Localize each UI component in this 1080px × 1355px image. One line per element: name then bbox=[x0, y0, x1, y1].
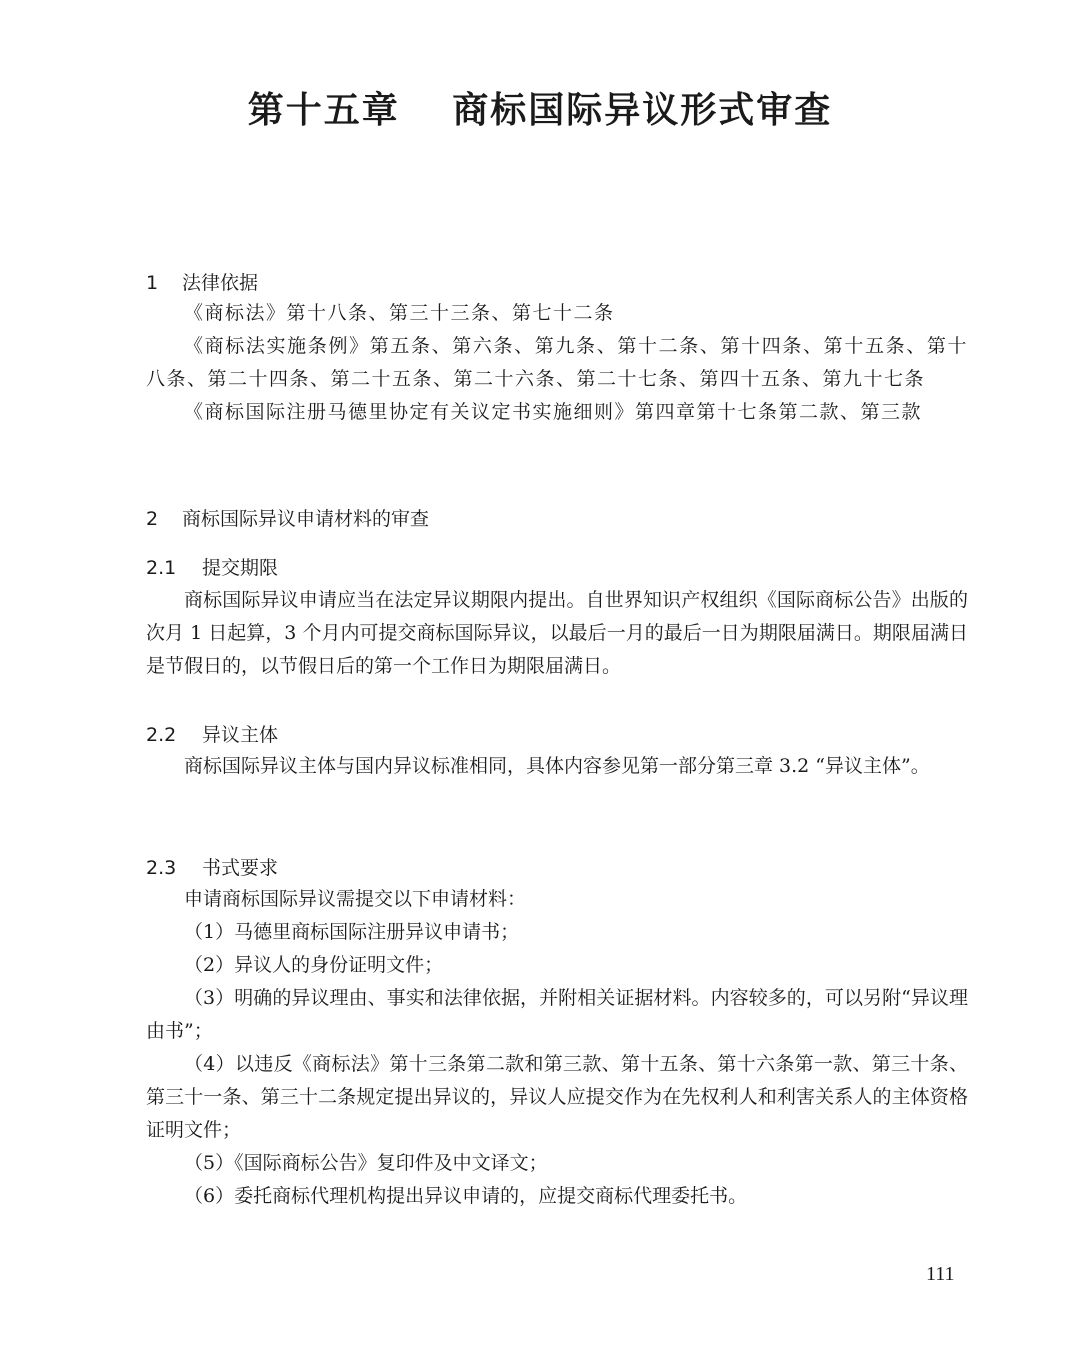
section-2-1-heading bbox=[146, 553, 278, 580]
list-item: （3）明确的异议理由、事实和法律依据，并附相关证据材料。内容较多的，可以另附“异议理由书”； bbox=[146, 987, 968, 1042]
legal-basis-item: 《商标国际注册马德里协定有关议定书实施细则》第四章第十七条第二款、第三款 bbox=[184, 401, 923, 423]
section-2-title: 商标国际异议申请材料的审查 bbox=[182, 508, 430, 530]
list-item: （6）委托商标代理机构提出异议申请的，应提交商标代理委托书。 bbox=[184, 1185, 748, 1207]
section-2-2-number: 2.2 bbox=[146, 724, 177, 746]
section-2-2-body bbox=[146, 750, 968, 783]
section-2-3-number: 2.3 bbox=[146, 857, 177, 879]
legal-basis-item: 《商标法》第十八条、第三十三条、第七十二条 bbox=[184, 302, 615, 324]
list-item: （5）《国际商标公告》复印件及中文译文； bbox=[184, 1152, 548, 1174]
section-2-number: 2 bbox=[146, 508, 159, 530]
section-2-1-title: 提交期限 bbox=[202, 557, 279, 579]
list-item: （4）以违反《商标法》第十三条第二款和第三款、第十五条、第十六条第一款、第三十条、第三十一条、第三十二条规定提出异议的，异议人应提交作为在先权利人和利害关系人的主体资格证明文件； bbox=[146, 1053, 968, 1141]
list-item: （1）马德里商标国际注册异议申请书； bbox=[184, 921, 520, 943]
section-2-3-heading bbox=[146, 853, 278, 880]
page-number: 111 bbox=[926, 1263, 955, 1285]
section-1-number: 1 bbox=[146, 272, 159, 294]
section-2-2-title: 异议主体 bbox=[202, 724, 279, 746]
paragraph: 商标国际异议主体与国内异议标准相同，具体内容参见第一部分第三章 3.2 “异议主体”。 bbox=[184, 755, 930, 777]
section-2-1-number: 2.1 bbox=[146, 557, 177, 579]
legal-basis-item: 《商标法实施条例》第五条、第六条、第九条、第十二条、第十四条、第十五条、第十八条、第二十四条、第二十五条、第二十六条、第二十七条、第四十五条、第九十七条 bbox=[146, 335, 968, 390]
section-1-title: 法律依据 bbox=[182, 272, 259, 294]
section-2-1-body bbox=[146, 584, 968, 683]
chapter-title: 第十五章 商标国际异议形式审查 bbox=[247, 89, 833, 131]
section-2-3-title: 书式要求 bbox=[202, 857, 279, 879]
section-2-heading bbox=[146, 504, 429, 531]
section-1-heading bbox=[146, 268, 258, 295]
section-2-2-heading bbox=[146, 720, 278, 747]
paragraph: 申请商标国际异议需提交以下申请材料： bbox=[184, 888, 527, 910]
list-item: （2）异议人的身份证明文件； bbox=[184, 954, 444, 976]
section-1-body bbox=[146, 297, 968, 429]
paragraph: 商标国际异议申请应当在法定异议期限内提出。自世界知识产权组织《国际商标公告》出版的次月 1 日起算，3 个月内可提交商标国际异议，以最后一月的最后一日为期限届满日。期限届满日是节假日的，以节假日后的第一个工作日为期限届满日。 bbox=[146, 589, 968, 677]
section-2-3-body bbox=[146, 883, 968, 1213]
